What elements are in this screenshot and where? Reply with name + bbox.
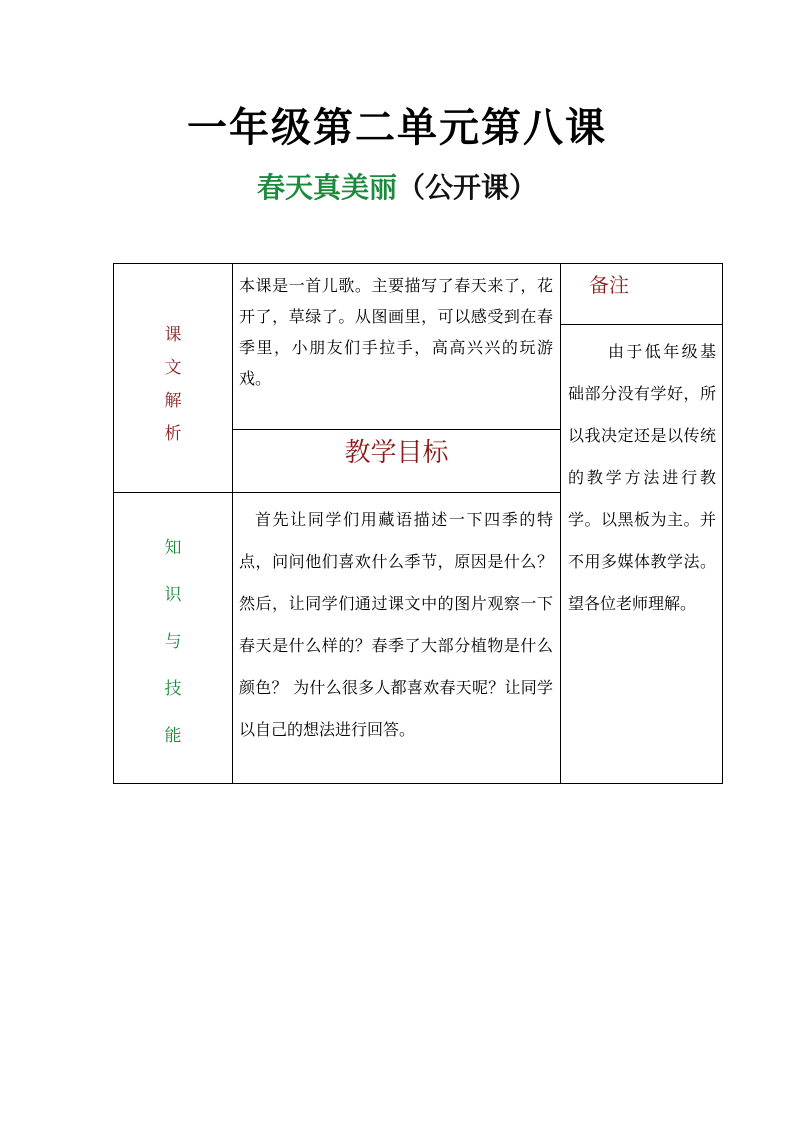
goal-heading: 教学目标 xyxy=(344,438,449,468)
table-border-top xyxy=(113,263,723,264)
label-text-analysis: 课 文 解 析 xyxy=(164,325,182,444)
column-divider-2 xyxy=(560,263,561,784)
remark-heading: 备注 xyxy=(589,273,629,297)
analysis-text: 本课是一首儿歌。主要描写了春天来了，花开了，草绿了。从图画里，可以感受到在春季里，小朋友们手拉手，高高兴兴的玩游戏。 xyxy=(239,276,553,388)
document-subtitle xyxy=(0,170,794,206)
lesson-table xyxy=(113,263,723,784)
column-divider-1 xyxy=(232,263,233,784)
table-border-left xyxy=(113,263,114,784)
subtitle-note: （公开课） xyxy=(397,171,538,204)
row-divider-goal xyxy=(232,429,560,430)
skills-text: 首先让同学们用藏语描述一下四季的特点，问问他们喜欢什么季节，原因是什么？然后，让同学们通过课文中的图片观察一下春天是什么样的？春季了大部分植物是什么颜色？ 为什么很多人都喜欢春天呢？让同学以自己的想法进行回答。 xyxy=(239,510,553,739)
table-border-right xyxy=(722,263,723,784)
label-knowledge-skills: 知 识 与 技 能 xyxy=(164,538,182,746)
row-divider-main xyxy=(113,492,560,493)
row-divider-remark xyxy=(560,324,722,325)
table-border-bottom xyxy=(113,783,723,784)
subtitle-lesson-name: 春天真美丽 xyxy=(256,171,397,204)
remark-text: 由于低年级基础部分没有学好，所以我决定还是以传统的教学方法进行教学。以黑板为主。并不用多媒体教学法。望各位老师理解。 xyxy=(568,342,716,613)
document-title: 一年级第二单元第八课 xyxy=(187,104,607,151)
